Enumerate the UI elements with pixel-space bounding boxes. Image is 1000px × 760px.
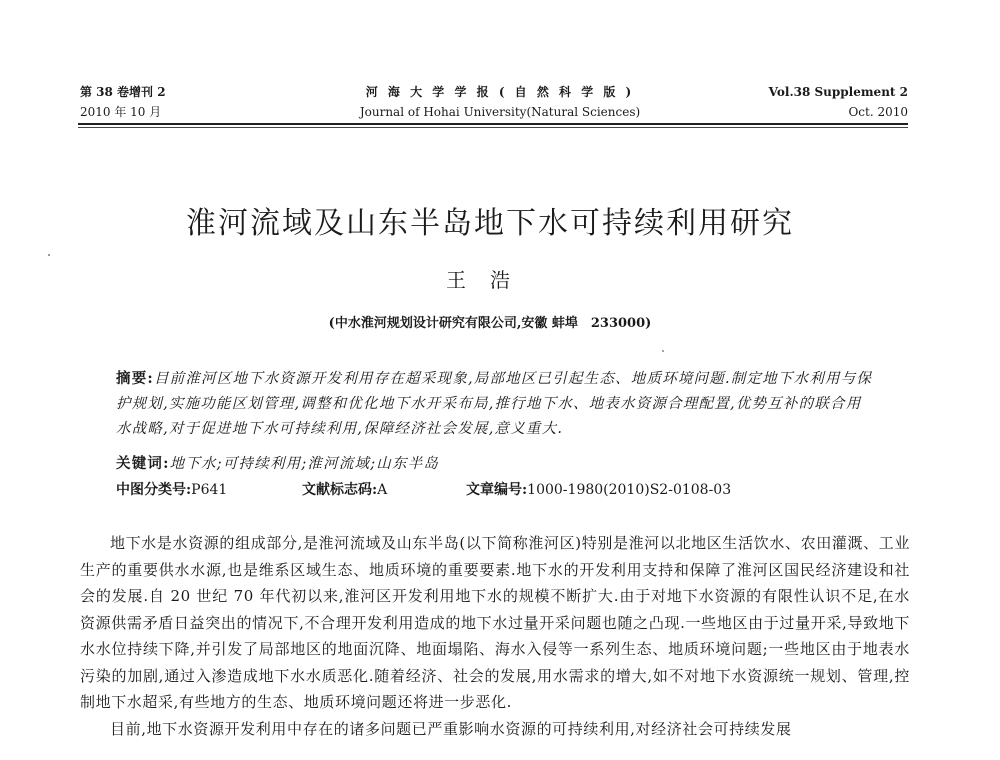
clc-number xyxy=(116,478,227,502)
clc-value: P641 xyxy=(191,482,228,498)
author-affiliation: (中水淮河规划设计研究有限公司,安徽 蚌埠 233000) xyxy=(328,316,652,331)
header-rule-thin xyxy=(78,127,908,128)
document-code-value: A xyxy=(377,482,388,498)
journal-title-cn: 河 海 大 学 学 报 ( 自 然 科 学 版 ) xyxy=(365,85,635,99)
article-number-label: 文章编号: xyxy=(466,482,528,498)
scan-mark xyxy=(48,254,50,256)
date-cn: 2010 年 10 月 xyxy=(80,105,162,119)
header-right xyxy=(769,82,908,122)
header-rule-thick xyxy=(78,123,908,125)
classification-line xyxy=(116,478,876,502)
journal-title-en: Journal of Hohai University(Natural Sciences) xyxy=(359,105,641,119)
header-left xyxy=(80,82,166,122)
keywords xyxy=(116,452,876,476)
volume-issue-cn: 第 38 卷增刊 2 xyxy=(80,85,166,99)
document-code-label: 文献标志码: xyxy=(302,482,378,498)
body-paragraph: 目前,地下水资源开发利用中存在的诸多问题已严重影响水资源的可持续利用,对经济社会可持续发展 xyxy=(110,719,792,738)
body-paragraph: 地下水是水资源的组成部分,是淮河流域及山东半岛(以下简称淮河区)特别是淮河以北地区生活饮水、农田灌溉、工业生产的重要供水水源,也是维系区域生态、地质环境的重要要素.地下水的开发利用支持和保障了淮河区国民经济建设和社会的发展.自 20 世纪 70 年代初以来,淮河区开发利用地下水的规模不断扩大.由于对地下水资源的有限性认识不足,在水资源供需矛盾日益突出的情况下,不合理开发利用造成的地下水过量开采问题也随之凸现.一些地区由于过量开采,导致地下水水位持续下降,并引发了局部地区的地面沉降、地面塌陷、海水入侵等一系列生态、地质环境问题;一些地区由于地表水污染的加剧,通过入渗造成地下水水质恶化.随着经济、社会的发展,用水需求的增大,如不对地下水资源统一规划、管理,控制地下水超采,有些地方的生态、地质环境问题还将进一步恶化. xyxy=(80,534,910,711)
abstract-label: 摘要: xyxy=(116,370,154,387)
article-title: 淮河流域及山东半岛地下水可持续利用研究 xyxy=(186,206,794,241)
clc-label: 中图分类号: xyxy=(116,482,192,498)
author-name: 王浩 xyxy=(446,268,534,292)
abstract xyxy=(116,366,876,442)
article-number xyxy=(466,478,731,502)
abstract-text: 目前淮河区地下水资源开发利用存在超采现象,局部地区已引起生态、地质环境问题.制定地下水利用与保护规划,实施功能区划管理,调整和优化地下水开采布局,推行地下水、地表水资源合理配置,优势互补的联合用水战略,对于促进地下水可持续利用,保障经济社会发展,意义重大. xyxy=(116,371,873,437)
header-center xyxy=(300,82,700,122)
date-en: Oct. 2010 xyxy=(848,105,908,119)
keywords-text: 地下水;可持续利用;淮河流域;山东半岛 xyxy=(169,456,440,472)
scan-dot xyxy=(662,350,664,352)
volume-issue-en: Vol.38 Supplement 2 xyxy=(768,85,908,99)
body-text xyxy=(80,530,910,742)
document-code xyxy=(302,478,387,502)
keywords-label: 关键词: xyxy=(116,455,170,472)
article-number-value: 1000-1980(2010)S2-0108-03 xyxy=(527,482,732,498)
